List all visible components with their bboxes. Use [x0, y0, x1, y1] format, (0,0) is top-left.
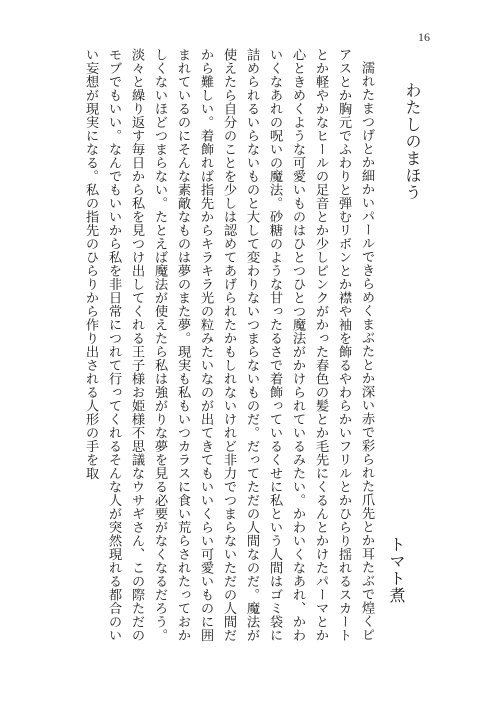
body-paragraph: 濡れたまつげとか細かいパールできらめくまぶたとか深い赤で彩られた爪先とか耳たぶで煌くピアスとか胸元でふわりと弾むリボンとか襟や袖を飾るやわらかいフリルとかひらり揺れるスカートとか軽やかなヒールの足音とか少しピンクがかった春色の髪とか毛先にくるんとかけたパーマとか心ときめくような可愛いものはひとつひとつ魔法がかけられているみたい。かわいくなあれ、かわいくなあれの呪いの魔法。砂糖のような甘ったるさで着飾っているくせに私という人間はゴミ袋に詰められるいらないものと大して変わりないつまらないものだ。だってただの人間なのだ。魔法が使えたら自分のことを少しは認めてあげられたかもしれないけれど非力でつまらないただの人間だから難しい。着飾れば指先からキラキラ光の粒みたいなのが出てきてもいいくらい可愛いものに囲まれているのにそんな素敵なものは夢のまた夢。現実も私もいつカラスに食い荒らされたっておかしくないほどつまらない。たとえば魔法が使えたら私は強がりな夢を見る必要がなくなるだろう。淡々と繰り返す毎日から私を見つけ出してくれる王子様お姫様不思議なウサギさん、この際ただのモブでもいい。なんでもいいから私を非日常につれて行ってくれるそんな人が突然現れる都合のいい妄想が現実になる。私の指先のひらりから作り出される人形の手を取: [83, 48, 374, 642]
page-number: 16: [418, 30, 430, 44]
story-title: わたしのまほう: [403, 82, 422, 201]
author-name: トマト煮: [387, 536, 406, 604]
story-body: [56, 48, 378, 648]
